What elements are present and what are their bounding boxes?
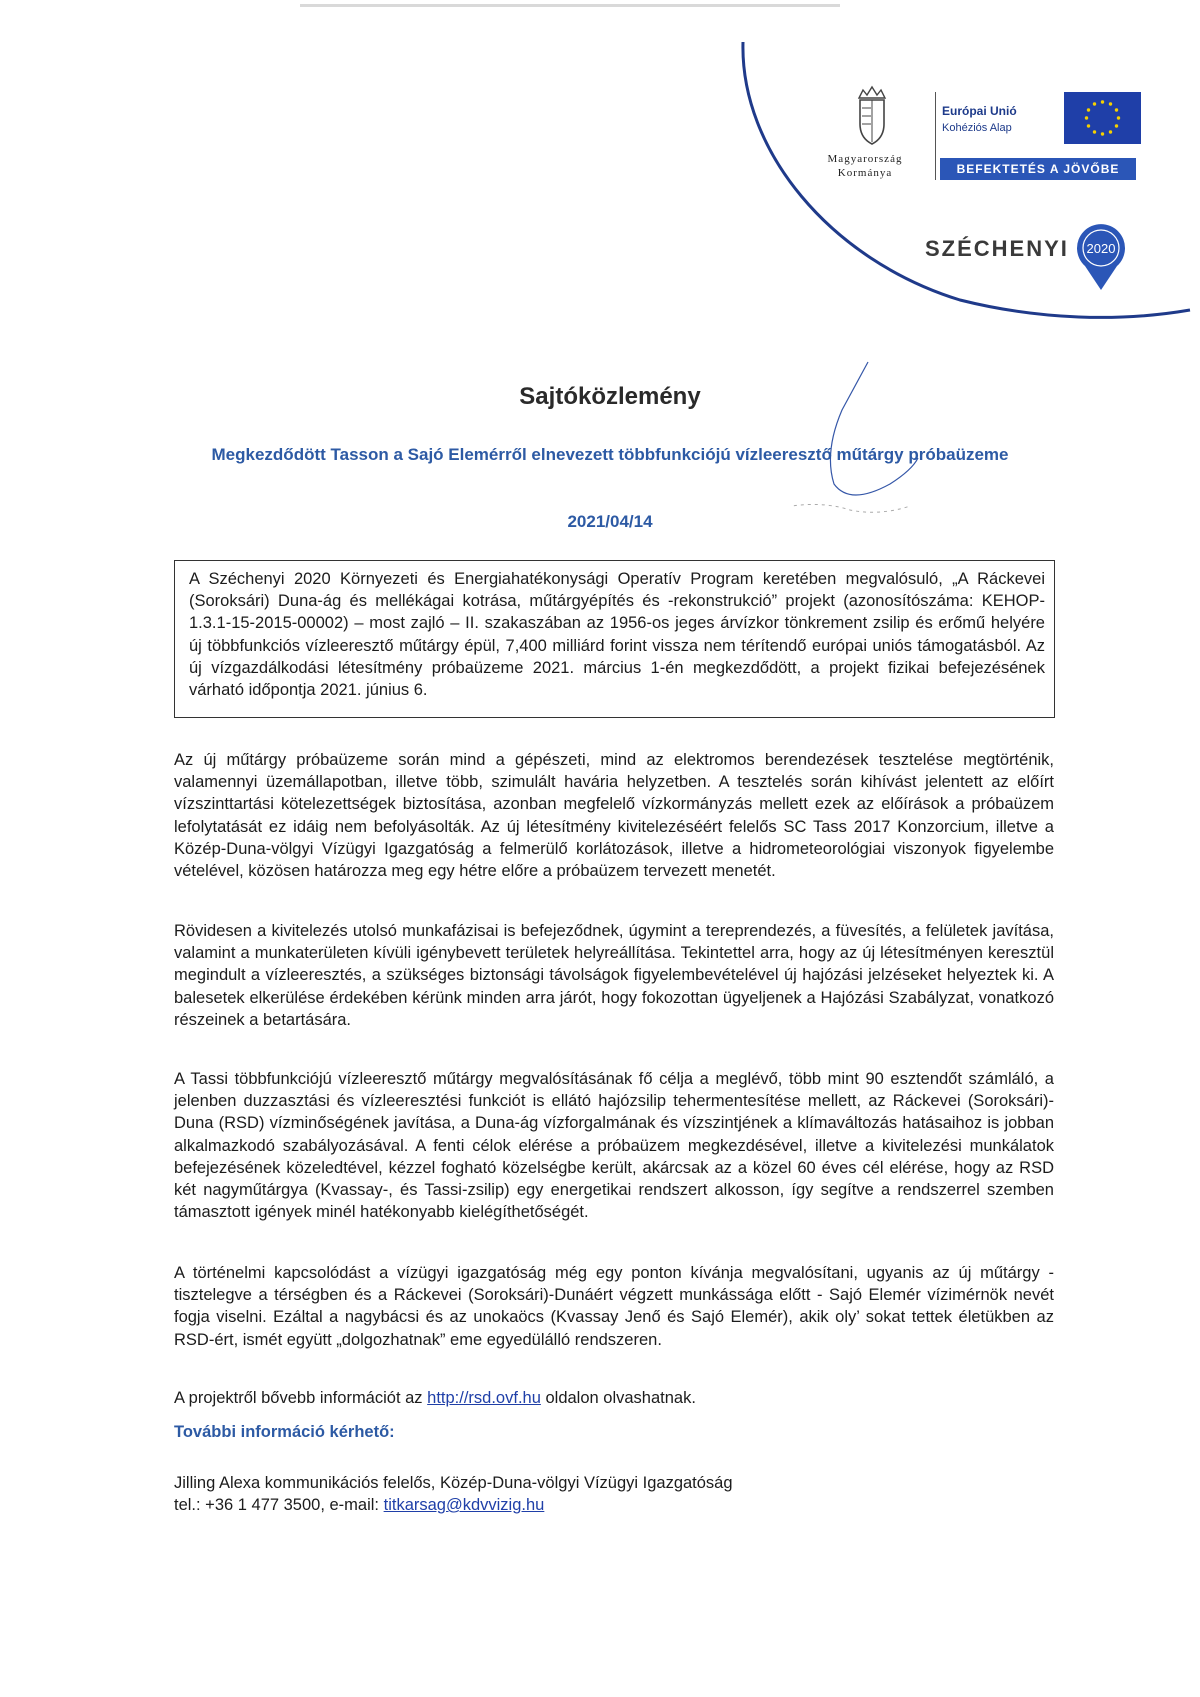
release-date: 2021/04/14 xyxy=(567,512,653,531)
eu-fund-name: Kohéziós Alap xyxy=(942,122,1012,134)
page-title: Sajtóközlemény xyxy=(519,383,701,410)
body-paragraph-1: Az új műtárgy próbaüzeme során mind a gépészeti, mind az elektromos berendezések tesztelése megtörténik, valamennyi üzemállapotban, illetve több, szimulált havária helyzetben. A tesztelés során kihívást jelentett az előírt vízszinttartási kötelezettségek biztosítása, azonban megfelelő vízkormányzás mellett ezek az előírások a próbaüzem lefolytatását ez idáig nem befolyásolták. Az új létesítmény kivitelezéséért felelős SC Tass 2017 Konzorcium, illetve a Közép-Duna-völgyi Vízügyi Igazgatóság a felmerülő korlátozások, illetve a hidrometeorológiai viszonyok figyelembe vételével, közösen határozza meg egy hétre előre a próbaüzem tervezett menetét. xyxy=(174,751,1054,881)
program-name: SZÉCHENYI xyxy=(925,236,1069,261)
szechenyi-2020-pin-icon xyxy=(1071,220,1131,292)
contact-phone: tel.: +36 1 477 3500, e-mail: xyxy=(174,1496,380,1514)
government-name-line1: Magyarország xyxy=(827,153,903,165)
invest-banner: BEFEKTETÉS A JÖVŐBE xyxy=(940,158,1136,180)
government-name-line2: Kormánya xyxy=(837,167,893,179)
contact-details xyxy=(174,1494,544,1516)
press-release-subtitle: Megkezdődött Tasson a Sajó Elemérről elnevezett többfunkciójú vízleeresztő műtárgy próbaüzeme xyxy=(211,445,1009,464)
body-paragraph-4: A történelmi kapcsolódást a vízügyi igazgatóság még egy ponton kívánja megvalósítani, ugyanis az új műtárgy - tisztelegve a térségben és a Ráckevei (Soroksári)-Dunáért végzett munkássága előtt - Sajó Elemér vízimérnök nevét fogja viselni. Ezáltal a nagybácsi és az unokaöcs (Kvassay Jenő és Sajó Elemér), akik oly’ sokat tettek életükben az RSD-ért, ismét együtt „dolgozhatnak” eme egyedülálló rendszeren. xyxy=(174,1264,1054,1349)
more-info-prefix: A projektről bővebb információt az xyxy=(174,1389,423,1407)
program-year: 2020 xyxy=(1086,241,1116,256)
logo-divider xyxy=(935,92,936,180)
project-website-link[interactable]: http://rsd.ovf.hu xyxy=(427,1389,541,1407)
body-paragraph-2: Rövidesen a kivitelezés utolsó munkafázisai is befejeződnek, úgymint a tereprendezés, a füvesítés, a felületek javítása, valamint a munkaterületen kívüli igénybevett területek helyreállítása. Tekintettel arra, hogy az új létesítményen keresztül megindult a vízleeresztés, a szükséges biztonsági távolságok figyelembevételével új hajózási jelzéseket helyeztek ki. A balesetek elkerülése érdekében kérünk minden arra járót, hogy fokozottan ügyeljenek a Hajózási Szabályzat, vonatkozó részeinek a betartására. xyxy=(174,922,1054,1029)
more-info-suffix: oldalon olvashatnak. xyxy=(545,1389,696,1407)
contact-person: Jilling Alexa kommunikációs felelős, Közép-Duna-völgyi Vízügyi Igazgatóság xyxy=(174,1474,733,1492)
hungarian-coat-of-arms-icon xyxy=(855,84,889,146)
body-paragraph-3: A Tassi többfunkciójú vízleeresztő műtárgy megvalósításának fő célja a meglévő, több mint 90 esztendőt számláló, a jelenben duzzasztási és vízleeresztési funkciót is ellátó hajózsilip tehermentesítése mellett, az Ráckevei (Soroksári)-Duna (RSD) vízminőségének javítása, a Duna-ág vízforgalmának és vízszintjének a klímaváltozás hatásaihoz is jobban alkalmazkodó szabályozásával. A fenti célok elérése a próbaüzem megkezdésével, illetve a kivitelezési munkálatok befejezésének közeledtével, kézzel fogható közelségbe került, akárcsak az a közel 60 éves cél elérése, hogy az RSD két nagyműtárgya (Kvassay-, és Tassi-zsilip) egy energetikai rendszert alkosson, így segítve a rendszerrel szemben támasztott igények minél hatékonyabb kielégíthetőségét. xyxy=(174,1070,1054,1222)
contact-email-link[interactable]: titkarsag@kdvvizig.hu xyxy=(383,1496,545,1514)
more-info-line xyxy=(174,1387,696,1409)
government-name xyxy=(800,152,930,180)
summary-box: A Széchenyi 2020 Környezeti és Energiahatékonysági Operatív Program keretében megvalósuló, „A Ráckevei (Soroksári) Duna-ág és mellékágai kotrása, műtárgyépítés és -rekonstrukció” projekt (azonosítószáma: KEHOP-1.3.1-15-2015-00002) – most zajló – II. szakaszában az 1956-os jeges árvízkor tönkrement zsilip és erőmű helyére új többfunkciós vízleeresztő műtárgy épül, 7,400 milliárd forint vissza nem térítendő európai uniós támogatásból. Az új vízgazdálkodási létesítmény próbaüzeme 2021. március 1-én megkezdődött, a projekt fizikai befejezésének várható időpontja 2021. június 6. xyxy=(174,560,1055,718)
eu-name: Európai Unió xyxy=(942,104,1017,118)
eu-flag-icon xyxy=(1064,92,1141,144)
info-heading: További információ kérhető: xyxy=(174,1423,395,1441)
